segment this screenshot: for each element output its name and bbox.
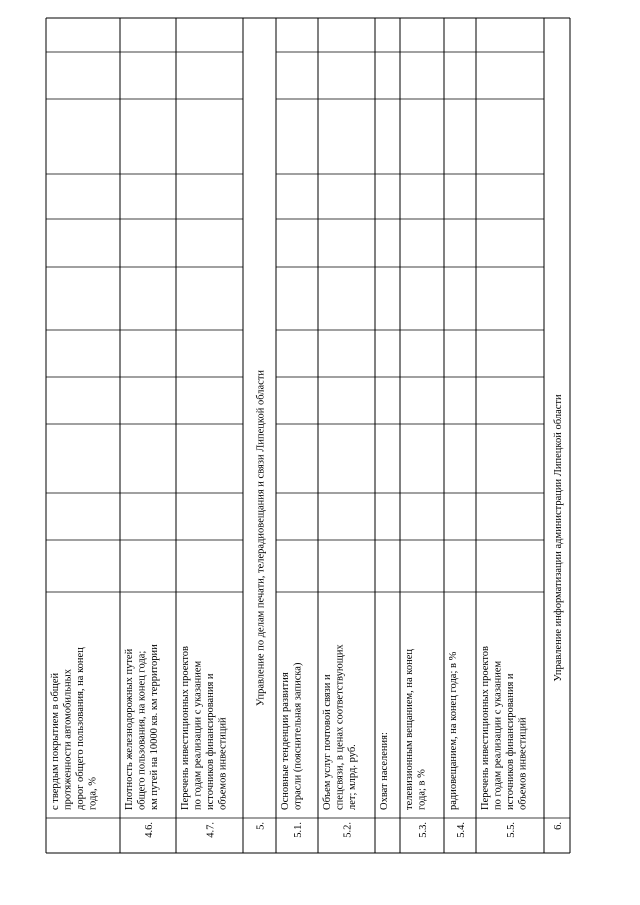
row-number: 5.2. <box>342 822 354 838</box>
table-row <box>120 52 176 838</box>
row-description-line: общего пользования, на конец года; <box>136 650 148 810</box>
table-row <box>46 52 120 818</box>
row-description-line: объемов инвестиций <box>517 717 529 810</box>
table-row <box>400 52 444 838</box>
row-description-line: км путей на 10000 кв. км территории <box>149 644 160 810</box>
row-description-line: спецсвязи, в ценах соответствующих <box>334 644 346 810</box>
table-row <box>444 52 476 838</box>
row-number: 5.1. <box>293 822 304 838</box>
row-number: 4.7. <box>205 822 217 838</box>
section-title: Управление по делам печати, телерадиовещания и связи Липецкой области <box>255 369 267 707</box>
row-description-line: источников финансирования и <box>505 673 516 810</box>
row-number: 5. <box>255 822 267 830</box>
row-description-line: дорог общего пользования, на конец <box>75 647 86 810</box>
row-description-line: отрасли (пояснительная записка) <box>292 662 304 810</box>
table-row <box>544 394 570 830</box>
table-row <box>476 52 544 838</box>
row-description-line: Основные тенденции развития <box>280 672 291 810</box>
row-description-line: по годам реализации с указанием <box>192 660 204 810</box>
row-description-line: Плотность железнодорожных путей <box>124 648 135 810</box>
row-number: 5.4. <box>456 822 467 838</box>
section-title: Управление информатизации администрации Липецкой области <box>553 394 564 682</box>
row-description-line: с твердым покрытием в общей <box>50 672 61 810</box>
table-row <box>375 52 400 818</box>
row-number: 5.3. <box>418 822 429 838</box>
row-description-line: источников финансирования и <box>205 673 216 810</box>
row-description-line: Объем услуг почтовой связи и <box>322 674 333 810</box>
row-description-line: радиовещанием, на конец года; в % <box>448 651 459 810</box>
row-number: 5.5. <box>506 822 517 838</box>
row-description-line: Охват населения: <box>379 732 390 810</box>
table-row <box>318 52 375 838</box>
row-description-line: Перечень инвестиционных проектов <box>480 646 491 810</box>
row-number: 6. <box>553 822 564 830</box>
row-description-line: объемов инвестиций <box>217 717 229 810</box>
row-description-line: Перечень инвестиционных проектов <box>180 646 191 810</box>
row-number: 4.6. <box>144 822 155 838</box>
row-description-line: года; в % <box>416 769 428 810</box>
row-description-line: протяженности автомобильных <box>62 669 74 810</box>
row-description-line: телевизионным вещанием, на конец <box>404 648 415 810</box>
table-row <box>176 52 243 838</box>
row-description-line: года, % <box>87 777 99 810</box>
table-row <box>243 370 276 830</box>
row-description-line: по годам реализации с указанием <box>492 660 504 810</box>
table-row <box>276 52 318 838</box>
row-description-line: лет; млрд. руб. <box>347 744 358 810</box>
